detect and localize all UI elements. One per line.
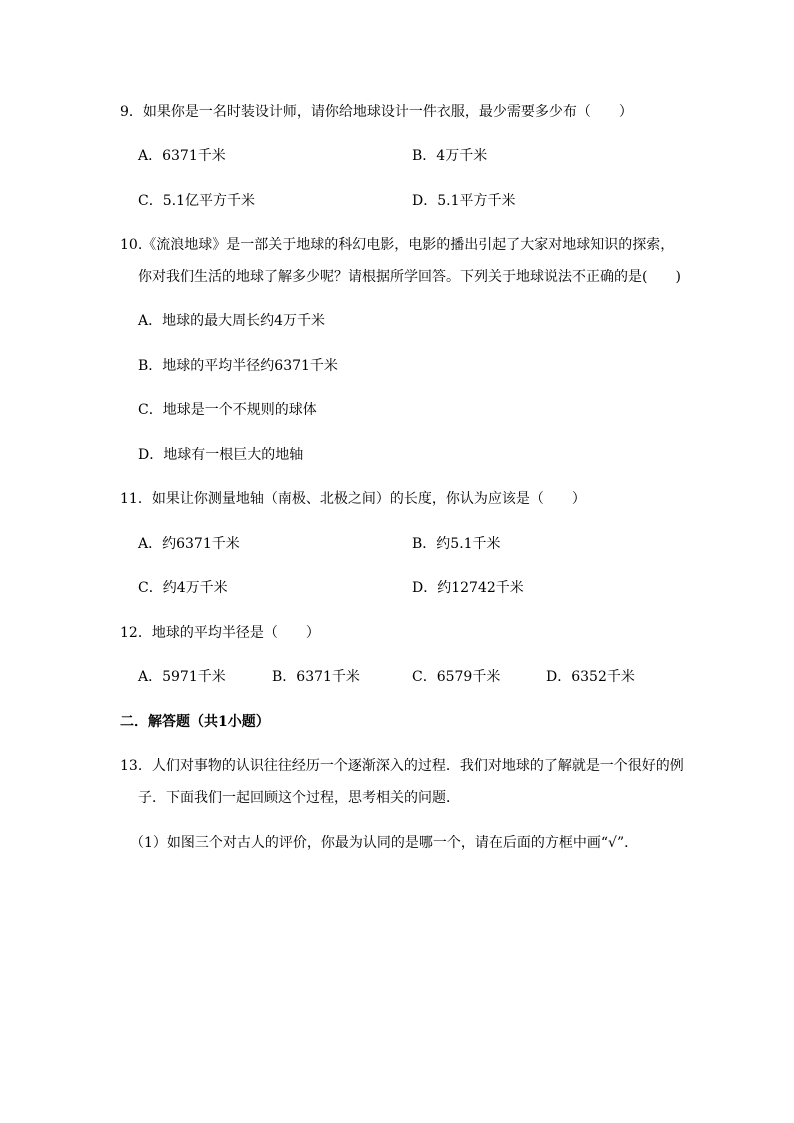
q9-option-d: D．5.1平方千米 xyxy=(412,193,516,209)
q13-stem-line1: 13．人们对事物的认识往往经历一个逐渐深入的过程．我们对地球的了解就是一个很好的例 xyxy=(120,758,684,774)
q11-option-c: C．约4万千米 xyxy=(138,580,228,596)
section-heading: 二．解答题（共1小题） xyxy=(120,714,270,730)
q13-sub-question-1: （1）如图三个对古人的评价，你最为认同的是哪一个，请在后面的方框中画“√”． xyxy=(130,835,639,851)
q12-option-d: D．6352千米 xyxy=(546,669,635,685)
q12-option-a: A．5971千米 xyxy=(138,669,226,685)
q10-stem-line2: 你对我们生活的地球了解多少呢？请根据所学回答。下列关于地球说法不正确的是( ) xyxy=(138,269,681,285)
q10-option-b: B．地球的平均半径约6371千米 xyxy=(138,358,338,374)
q11-stem: 11．如果让你测量地轴（南极、北极之间）的长度，你认为应该是（ ） xyxy=(120,491,586,507)
q13-stem-line2: 子．下面我们一起回顾这个过程，思考相关的问题． xyxy=(138,790,460,806)
q11-option-b: B．约5.1千米 xyxy=(412,536,501,552)
q10-option-a: A．地球的最大周长约4万千米 xyxy=(138,313,326,329)
q9-option-b: B．4万千米 xyxy=(412,148,488,164)
q11-option-a: A．约6371千米 xyxy=(138,536,240,552)
q10-option-c: C．地球是一个不规则的球体 xyxy=(138,402,317,418)
q9-option-a: A．6371千米 xyxy=(138,148,226,164)
q12-stem: 12．地球的平均半径是（ ） xyxy=(120,625,320,641)
q9-stem: 9．如果你是一名时装设计师，请你给地球设计一件衣服，最少需要多少布（ ） xyxy=(120,104,633,120)
q9-option-c: C．5.1亿平方千米 xyxy=(138,193,255,209)
q10-option-d: D．地球有一根巨大的地轴 xyxy=(138,447,304,463)
q11-option-d: D．约12742千米 xyxy=(412,580,524,596)
q10-stem-line1: 10.《流浪地球》是一部关于地球的科幻电影，电影的播出引起了大家对地球知识的探索， xyxy=(120,237,675,253)
q12-option-c: C．6579千米 xyxy=(412,669,501,685)
q12-option-b: B．6371千米 xyxy=(272,669,360,685)
